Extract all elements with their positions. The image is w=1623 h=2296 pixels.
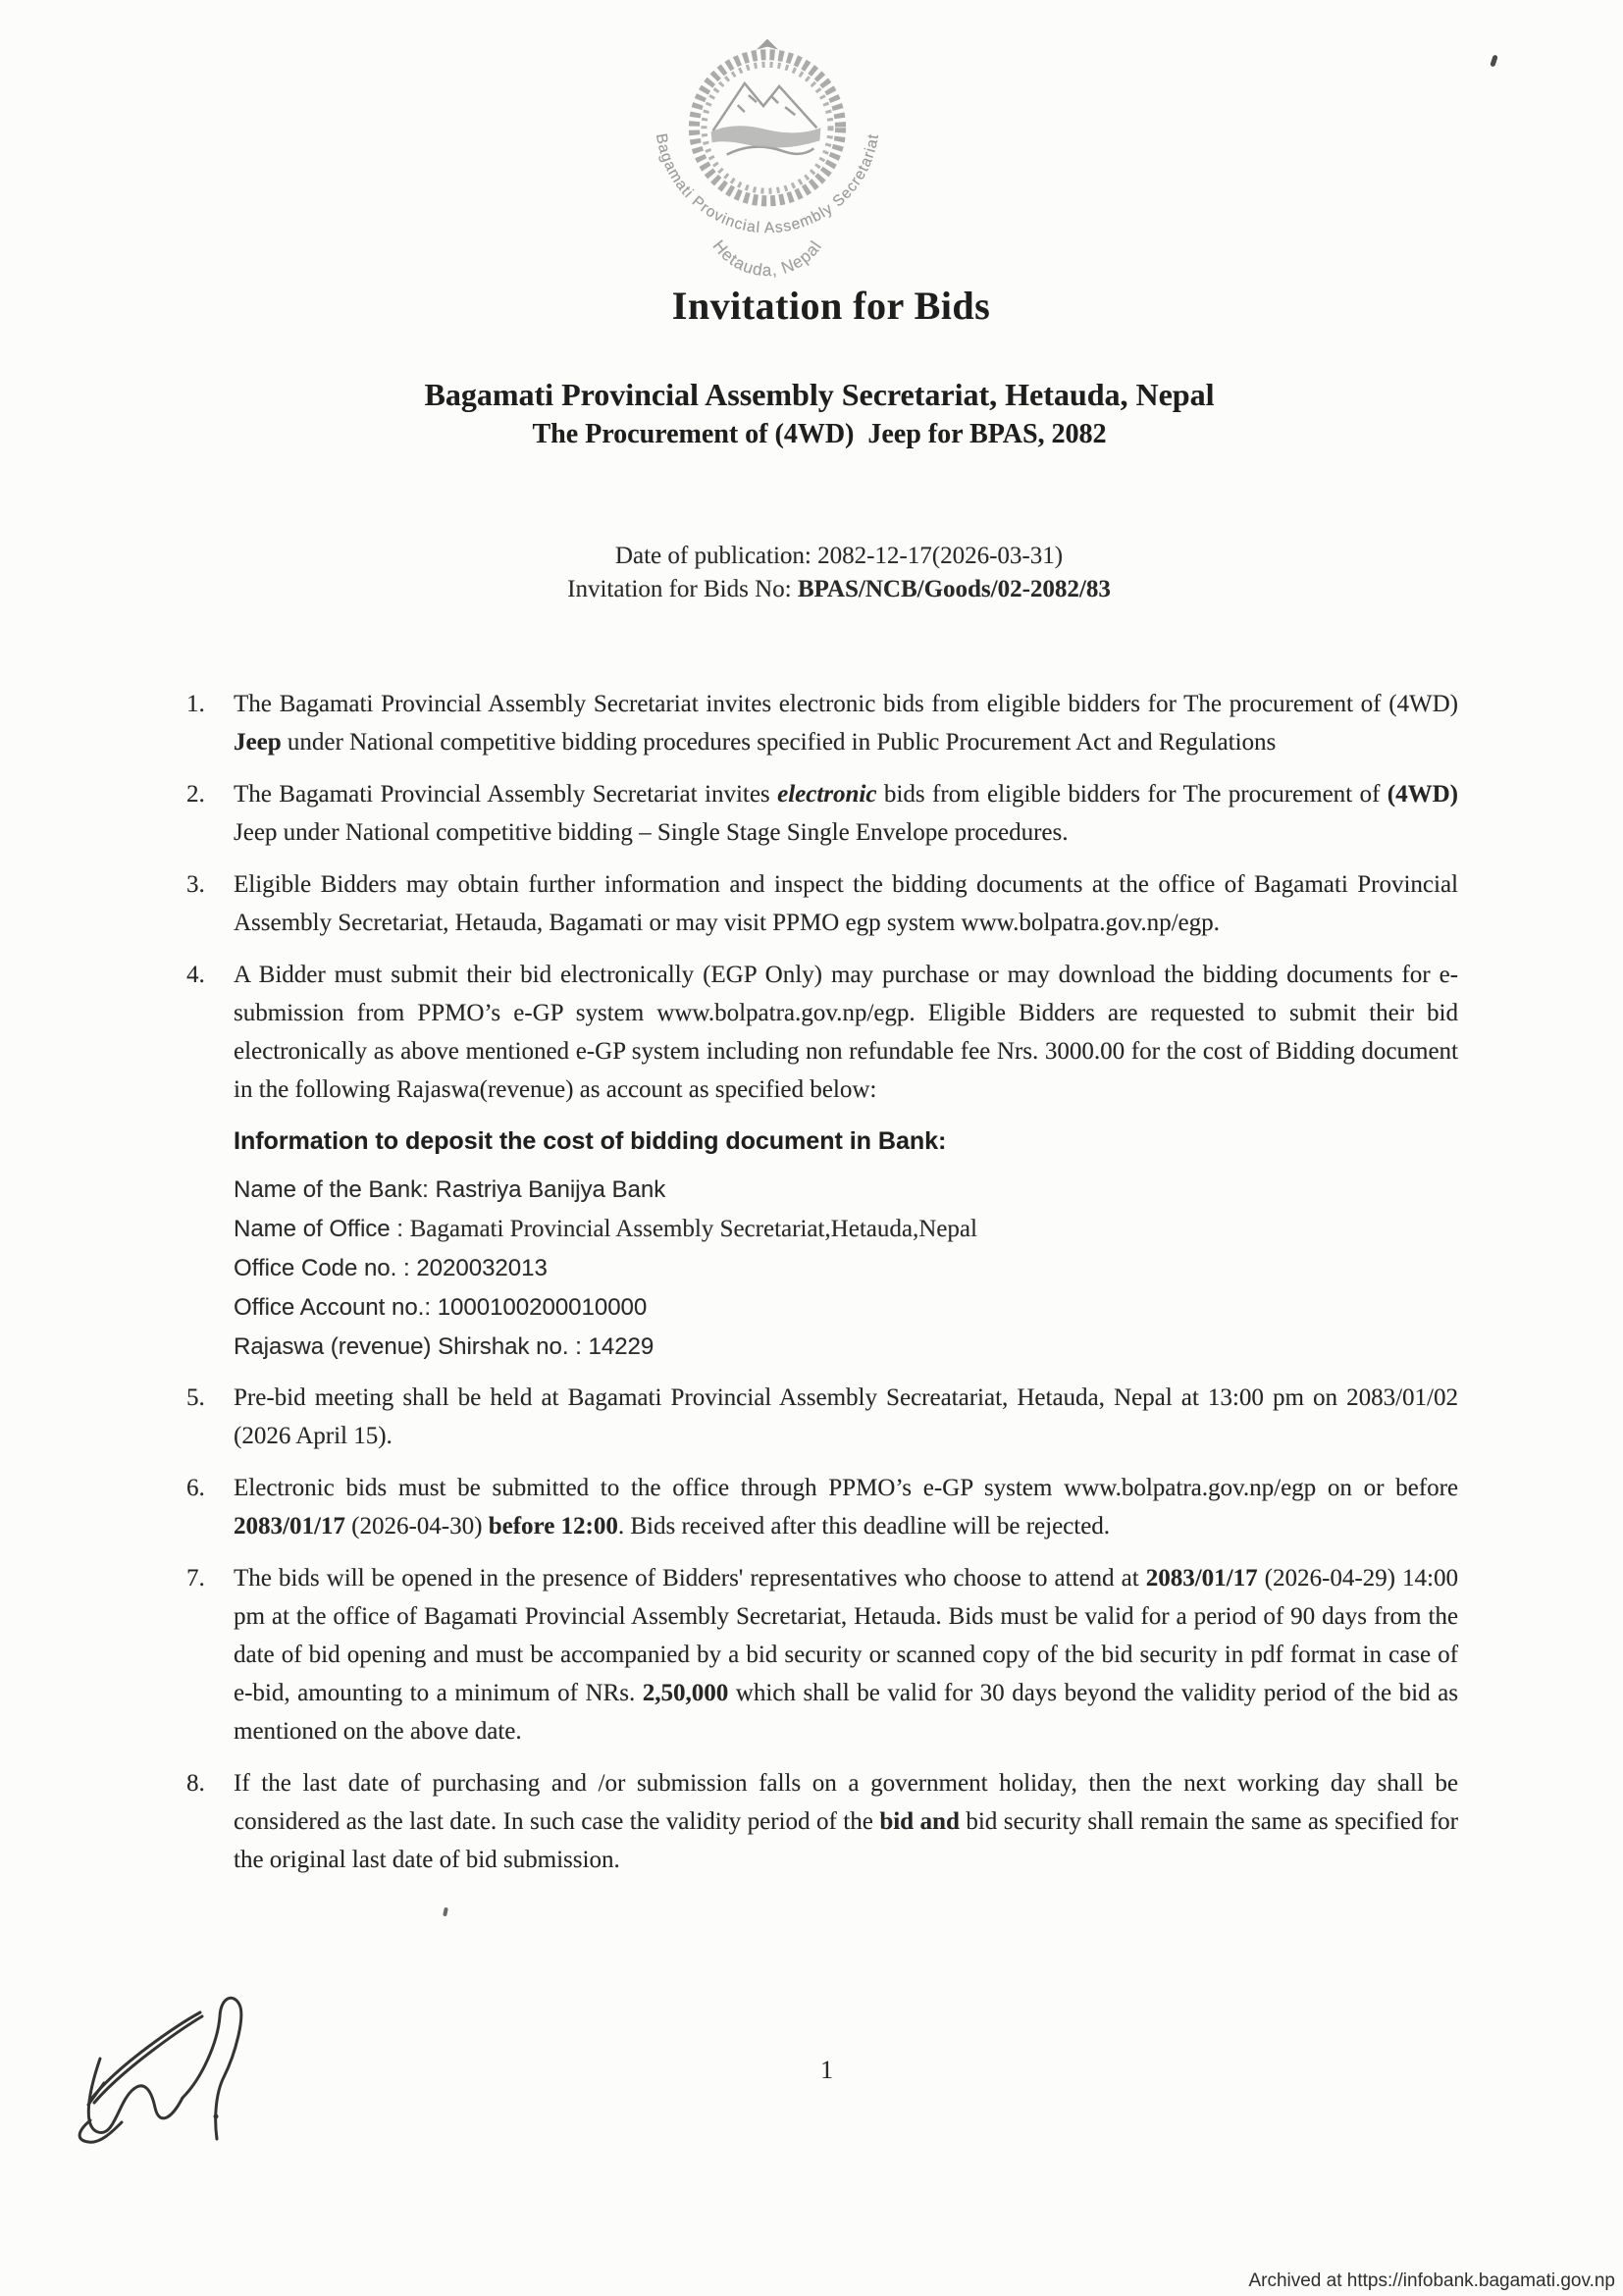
- item-number: 2.: [186, 781, 205, 808]
- publication-block: [0, 540, 1623, 606]
- seal-bottom-text: Hetauda, Nepal: [708, 236, 826, 280]
- archive-footer-note: Archived at https://infobank.bagamati.gov.np: [1248, 2270, 1615, 2291]
- item-text: A Bidder must submit their bid electronically (EGP Only) may purchase or may download the bidding documents for e-submission from PPMO’s e-GP system www.bolpatra.gov.np/egp. Eligible Bidders are requested to submit their bid electronically as above mentioned e-GP system including non refundable fee Nrs. 3000.00 for the cost of Bidding document in the following Rajaswa(revenue) as account as specified below:: [234, 962, 1458, 1103]
- bank-line-label: Rajaswa (revenue) Shirshak no. :: [234, 1333, 589, 1360]
- clause-item: [186, 865, 1458, 942]
- item-number: 4.: [186, 962, 205, 988]
- item-number: 3.: [186, 871, 205, 898]
- clause-item: [186, 956, 1458, 1109]
- item-text: The Bagamati Provincial Assembly Secretariat invites electronic bids from eligible bidders for The procurement of (4WD) Jeep under National competitive bidding – Single Stage Single Envelope procedures.: [234, 781, 1458, 846]
- bank-line: [234, 1173, 1458, 1208]
- clause-item: [186, 1764, 1458, 1879]
- procurement-subject: The Procurement of (4WD) Jeep for BPAS, 2082: [532, 419, 1107, 449]
- bank-line: [234, 1290, 1458, 1326]
- clause-item: [186, 1559, 1458, 1750]
- bank-line-value: 14229: [588, 1333, 654, 1360]
- bank-info-heading: Information to deposit the cost of bidding document in Bank:: [234, 1127, 947, 1155]
- bank-lines: [234, 1173, 1458, 1365]
- invitation-number-label: Invitation for Bids No:: [567, 576, 798, 602]
- item-number: 7.: [186, 1565, 205, 1592]
- bank-line-value: 1000100200010000: [437, 1294, 648, 1321]
- seal-shade-band: [711, 126, 821, 147]
- item-text: If the last date of purchasing and /or submission falls on a government holiday, then the next working day shall be considered as the last date. In such case the validity period of the bid and bid security shall remain the same as specified for the original last date of bid submission.: [234, 1770, 1458, 1873]
- bank-line-label: Office Code no. :: [234, 1255, 417, 1281]
- clause-item: [186, 775, 1458, 852]
- ink-speck: [1490, 55, 1497, 68]
- item-number: 1.: [186, 691, 205, 717]
- publication-date-line: Date of publication: 2082-12-17(2026-03-31): [614, 543, 1064, 569]
- clause-item: [186, 1379, 1458, 1455]
- item-text: Pre-bid meeting shall be held at Bagamati Provincial Assembly Secreatariat, Hetauda, Nepal at 13:00 pm on 2083/01/02 (2026 April 15).: [234, 1384, 1458, 1449]
- seal-arc-text: Bagamati Provincial Assembly Secretariat: [652, 131, 882, 237]
- bank-info-block: [234, 1122, 1458, 1365]
- item-number: 6.: [186, 1475, 205, 1501]
- invitation-number-line: [55, 573, 1623, 606]
- seal-crest: [757, 39, 778, 50]
- signature-scribble: [71, 1990, 326, 2206]
- item-number: 8.: [186, 1770, 205, 1797]
- page-title: Invitation for Bids: [671, 284, 991, 328]
- item-text: Eligible Bidders may obtain further information and inspect the bidding documents at the office of Bagamati Provincial Assembly Secretariat, Hetauda, Bagamati or may visit PPMO egp system www.bolpatra.gov.np/egp.: [234, 871, 1458, 936]
- bank-line-value: Bagamati Provincial Assembly Secretariat,Hetauda,Nepal: [409, 1216, 977, 1242]
- bank-line-value: Rastriya Banijya Bank: [435, 1176, 666, 1203]
- organization-block: [0, 373, 1623, 453]
- invitation-number-value: BPAS/NCB/Goods/02-2082/83: [797, 576, 1111, 602]
- bank-line-value: 2020032013: [416, 1255, 548, 1281]
- item-text: The Bagamati Provincial Assembly Secretariat invites electronic bids from eligible bidders for The procurement of (4WD) Jeep under National competitive bidding procedures specified in Public Procurement Act and Regulations: [234, 691, 1458, 756]
- list-lower: [186, 1379, 1458, 1879]
- organization-name: Bagamati Provincial Assembly Secretariat, Hetauda, Nepal: [424, 377, 1215, 412]
- bank-line-label: Name of the Bank:: [234, 1176, 436, 1203]
- bank-line: [234, 1212, 1458, 1247]
- bank-line: [234, 1251, 1458, 1286]
- svg-text:Hetauda, Nepal: [709, 236, 826, 280]
- item-text: The bids will be opened in the presence of Bidders' representatives who choose to attend at 2083/01/17 (2026-04-29) 14:00 pm at the office of Bagamati Provincial Assembly Secretariat, Hetauda. Bids must be valid for a period of 90 days from the date of bid opening and must be accompanied by a bid security or scanned copy of the bid security in pdf format in case of e-bid, amounting to a minimum of NRs. 2,50,000 which shall be valid for 30 days beyond the validity period of the bid as mentioned on the above date.: [234, 1565, 1458, 1745]
- clause-item: [186, 685, 1458, 761]
- page-number: 1: [820, 2056, 833, 2084]
- item-text: Electronic bids must be submitted to the office through PPMO’s e-GP system www.bolpatra.gov.np/egp on or before 2083/01/17 (2026-04-30) before 12:00. Bids received after this deadline will be rejected.: [234, 1475, 1458, 1539]
- clause-list: [186, 685, 1458, 1893]
- bank-line: [234, 1330, 1458, 1365]
- bank-line-label: Name of Office :: [234, 1216, 410, 1242]
- list-upper: [186, 685, 1458, 1109]
- bank-line-label: Office Account no.:: [234, 1294, 438, 1321]
- official-seal: [634, 33, 901, 287]
- item-number: 5.: [186, 1384, 205, 1411]
- clause-item: [186, 1469, 1458, 1545]
- ink-speck: [443, 1907, 448, 1917]
